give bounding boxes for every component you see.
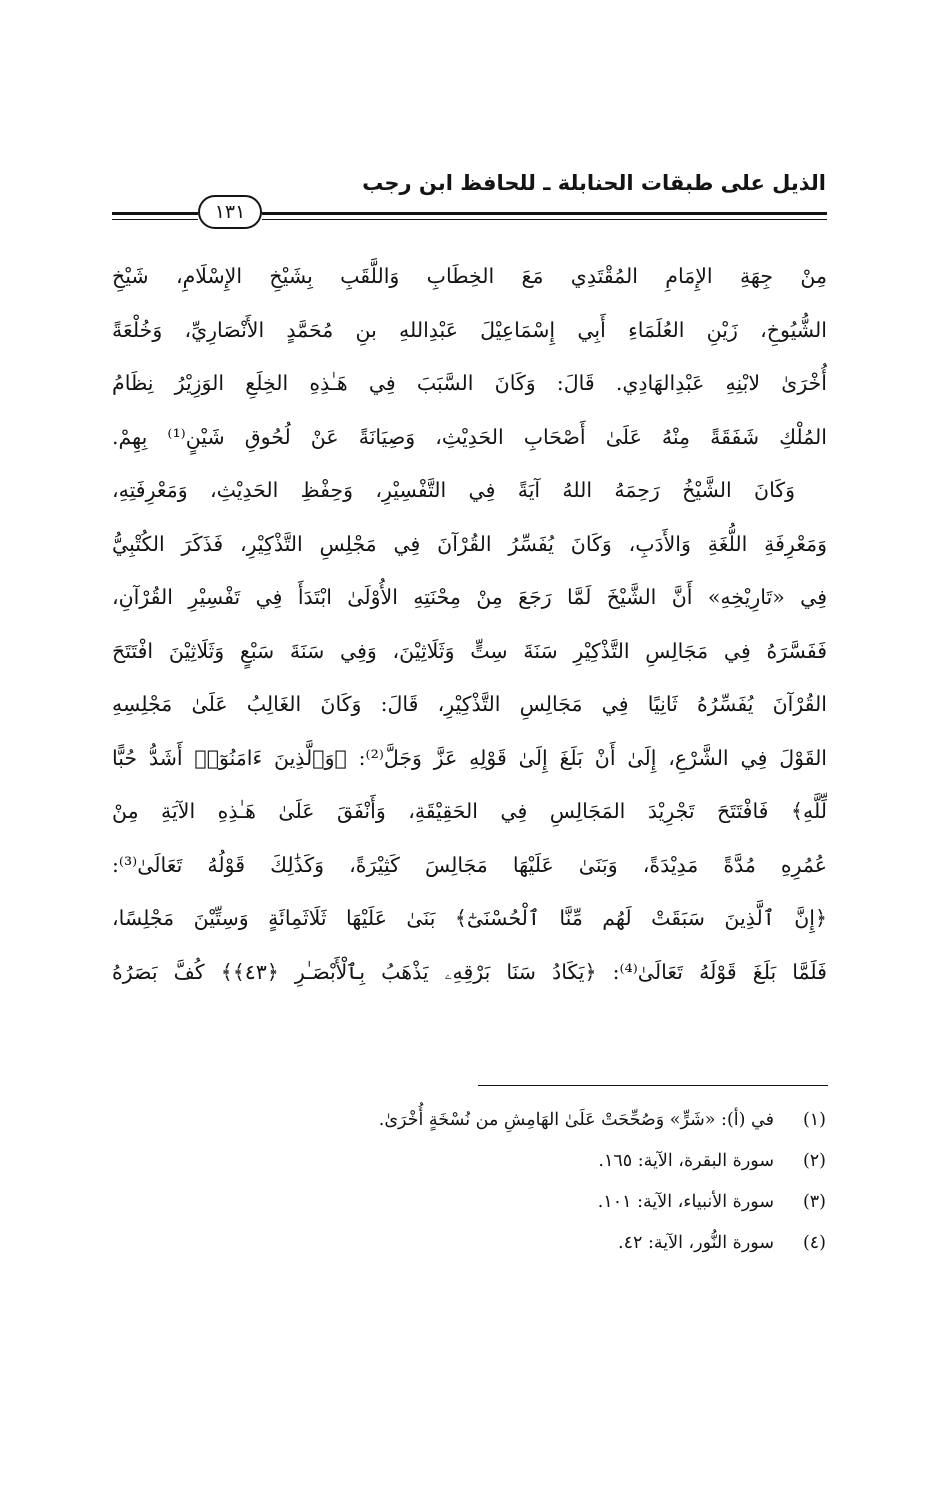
body-line: القَوْلَ فِي الشَّرْعِ، إِلَىٰ أَنْ بَلَغَ إِلَىٰ قَوْلِهِ عَزَّ وَجَلَّ⁽²⁾: ﴿وَٱلَّذِينَ ءَامَنُوٓا۟ أَشَدُّ حُبًّا <box>112 745 827 770</box>
running-header-title: الذيل على طبقات الحنابلة ـ للحافظ ابن رجب <box>362 171 826 195</box>
body-text <box>112 250 827 999</box>
footnote-item <box>111 1182 826 1223</box>
body-line: القُرْآنَ يُفَسِّرُهُ ثَانِيًا فِي مَجَالِسِ التَّذْكِيْرِ، قَالَ: وَكَانَ الغَالِبُ عَلَىٰ مَجْلِسِهِ <box>112 692 827 716</box>
body-line: مِنْ جِهَةِ الإِمَامِ المُقْتَدِي مَعَ الخِطَابِ وَاللَّقَبِ بِشَيْخِ الإِسْلَامِ، شَيْخِ <box>112 264 827 288</box>
body-line: الشُّيُوخِ، زَيْنِ العُلَمَاءِ أَبِي إِسْمَاعِيْلَ عَبْدِاللهِ بنِ مُحَمَّدٍ الأَنْصَارِيِّ، وَخُلْعَةً <box>112 317 827 342</box>
header-rule-right <box>262 212 827 215</box>
footnote-number: (٣) <box>802 1192 826 1212</box>
header-rule-left <box>112 212 198 215</box>
footnote-item <box>111 1141 826 1182</box>
footnote-text: في (أ): «شَرٍّ» وَصُحِّحَتْ عَلَىٰ الهَامِشِ من نُسْخَةٍ أُخْرَىٰ. <box>378 1110 774 1130</box>
footnote-text: سورة الأنبياء، الآية: ١٠١. <box>597 1192 774 1212</box>
page-number: ١٣١ <box>198 195 262 229</box>
body-line: فَلَمَّا بَلَغَ قَوْلَهُ تَعَالَىٰ⁽⁴⁾: ﴿يَكَادُ سَنَا بَرْقِهِۦ يَذْهَبُ بِٱلْأَبْصَـٰرِ ﴿٤٣﴾﴾ كُفَّ بَصَرُهُ <box>112 959 827 984</box>
body-line: فَفَسَّرَهُ فِي مَجَالِسِ التَّذْكِيْرِ سَنَةَ سِتٍّ وَثَلَاثِيْنَ، وَفِي سَنَةَ سَبْعٍ وَثَلَاثِيْنَ افْتَتَحَ <box>112 638 827 663</box>
footnote-item <box>111 1100 826 1141</box>
footnote-separator <box>478 1085 828 1086</box>
footnote-item <box>111 1223 826 1264</box>
footnote-text: سورة النُّور، الآية: ٤٢. <box>617 1233 774 1253</box>
body-line: عُمُرِهِ مُدَّةً مَدِيْدَةً، وَبَنَىٰ عَلَيْهَا مَجَالِسَ كَثِيْرَةً، وَكَذَٰلِكَ قَوْلُهُ تَعَالَىٰ⁽³⁾: <box>112 852 827 877</box>
body-line: وَمَعْرِفَةِ اللُّغَةِ وَالأَدَبِ، وَكَانَ يُفَسِّرُ القُرْآنَ فِي مَجْلِسِ التَّذْكِيْرِ، فَذَكَرَ الكُتْبِيُّ <box>112 531 827 556</box>
body-line: المُلْكِ شَفَقَةً مِنْهُ عَلَىٰ أَصْحَابِ الحَدِيْثِ، وَصِيَانَةً عَنْ لُحُوقِ شَيْنٍ⁽¹⁾ بِهِمْ. <box>112 424 827 449</box>
footnote-text: سورة البقرة، الآية: ١٦٥. <box>598 1151 774 1171</box>
footnotes <box>111 1100 826 1264</box>
footnote-number: (٤) <box>802 1233 826 1253</box>
body-line: فِي «تَارِيْخِهِ» أَنَّ الشَّيْخَ لَمَّا رَجَعَ مِنْ مِحْنَتِهِ الأُوْلَىٰ ابْتَدَأَ فِي تَفْسِيْرِ القُرْآنِ، <box>112 585 827 609</box>
body-line: أُخْرَىٰ لابْنِهِ عَبْدِالهَادِي. قَالَ: وَكَانَ السَّبَبَ فِي هَـٰذِهِ الخِلَعِ الوَزِيْرُ نِظَامُ <box>112 371 827 395</box>
body-line: لِّلَّهِ﴾ فَافْتَتَحَ تَجْرِيْدَ المَجَالِسِ فِي الحَقِيْقَةِ، وَأَنْفَقَ عَلَىٰ هَـٰذِهِ الآيَةِ مِنْ <box>112 799 827 823</box>
body-line: ﴿إِنَّ ٱلَّذِينَ سَبَقَتْ لَهُم مِّنَّا ٱلْحُسْنَىٰٓ﴾ بَنَىٰ عَلَيْهَا ثَلَاثَمِائَةٍ وَسِتِّيْنَ مَجْلِسًا، <box>112 906 827 930</box>
footnote-number: (١) <box>802 1110 826 1130</box>
body-line: وَكَانَ الشَّيْخُ رَحِمَهُ اللهُ آيَةً فِي التَّفْسِيْرِ، وَحِفْظِ الحَدِيْثِ، وَمَعْرِفَتِهِ، <box>112 478 795 502</box>
footnote-number: (٢) <box>802 1151 826 1171</box>
